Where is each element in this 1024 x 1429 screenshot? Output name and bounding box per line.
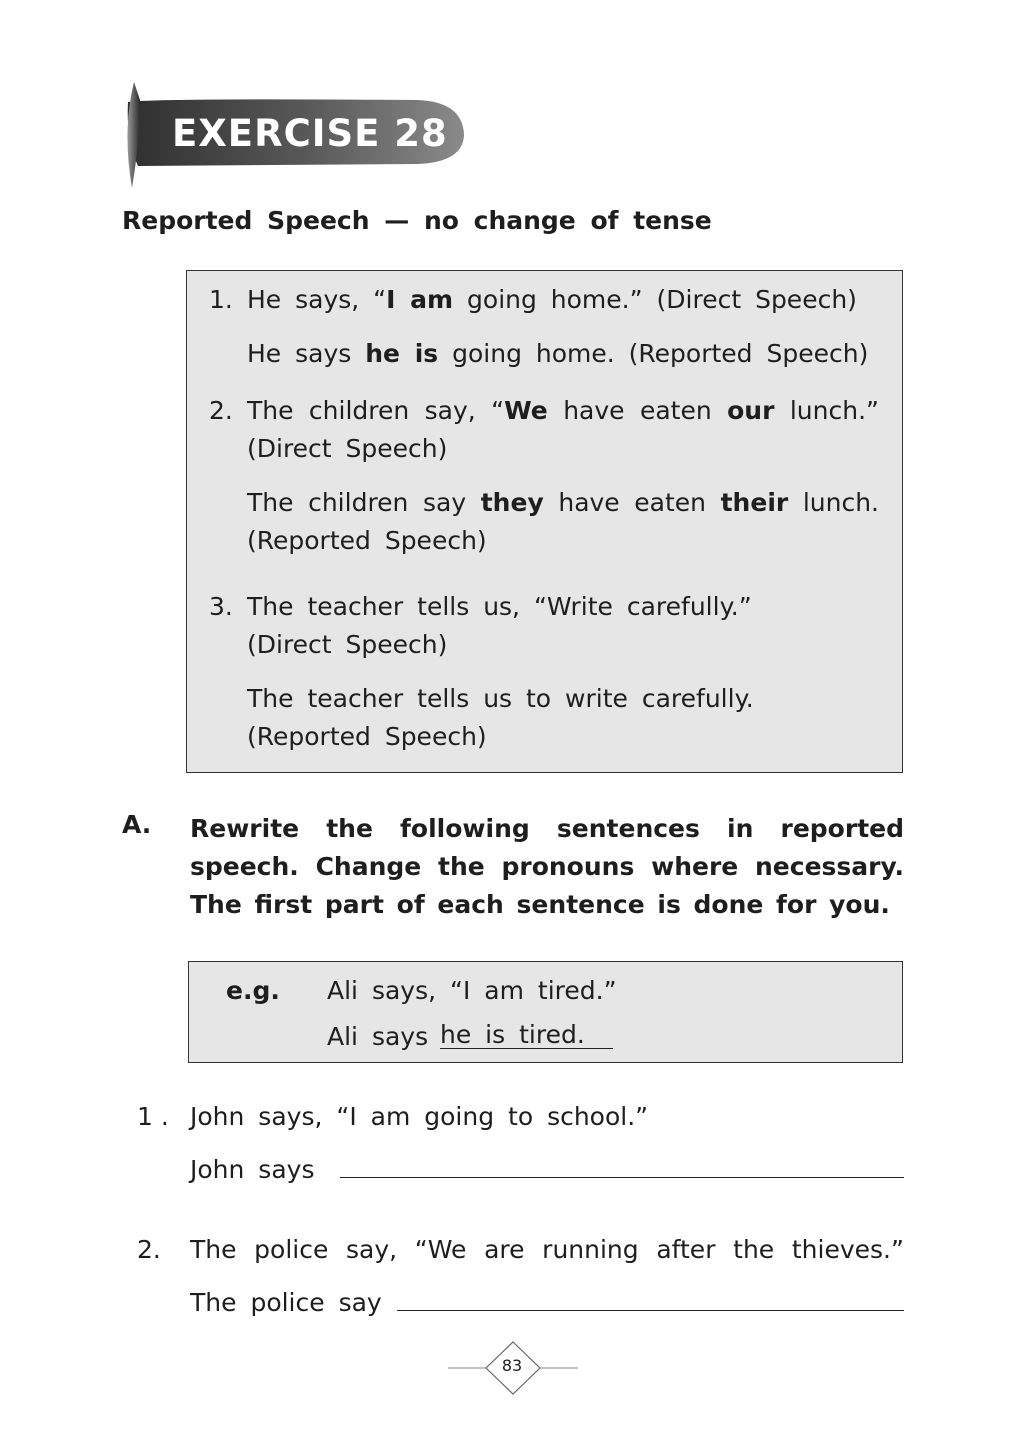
section-subtitle: Reported Speech — no change of tense [122,206,712,235]
section-instruction: Rewrite the following sentences in reported speech. Change the pronouns where necessary. The first part of each sentence is done for you. [190,814,904,919]
answer-line[interactable] [340,1177,904,1178]
example-direct: The children say, “We have eaten our lunch.” [247,396,879,425]
eg-label: e.g. [226,976,280,1005]
eg-direct: Ali says, “I am tired.” [327,976,617,1005]
exercise-title: EXERCISE 28 [172,112,448,155]
example-reported: He says he is going home. (Reported Speech) [247,339,869,368]
question-sentence: The police say, “We are running after the thieves.” [190,1235,904,1264]
example-number: 3. [209,592,233,621]
example-number: 2. [209,396,233,425]
question-prompt: John says [190,1155,315,1184]
example-direct-label: (Direct Speech) [247,630,448,659]
example-number: 1. [209,285,233,314]
example-reported: The teacher tells us to write carefully. [247,684,754,713]
page-number: 83 [501,1356,523,1375]
example-direct-label: (Direct Speech) [247,434,448,463]
example-reported: The children say they have eaten their lunch. [247,488,879,517]
section-letter: A. [122,810,152,839]
question-sentence: John says, “I am going to school.” [190,1102,649,1131]
example-reported-label: (Reported Speech) [247,526,487,555]
example-reported-label: (Reported Speech) [247,722,487,751]
question-number: 2. [137,1235,161,1264]
example-direct: The teacher tells us, “Write carefully.” [247,592,752,621]
answer-line[interactable] [397,1310,904,1311]
eg-reported-prefix: Ali says [327,1022,429,1051]
question-number: 1 . [137,1102,169,1131]
example-direct: He says, “I am going home.” (Direct Speech) [247,285,857,314]
question-prompt: The police say [190,1288,382,1317]
eg-answer: he is tired. [440,1022,613,1049]
